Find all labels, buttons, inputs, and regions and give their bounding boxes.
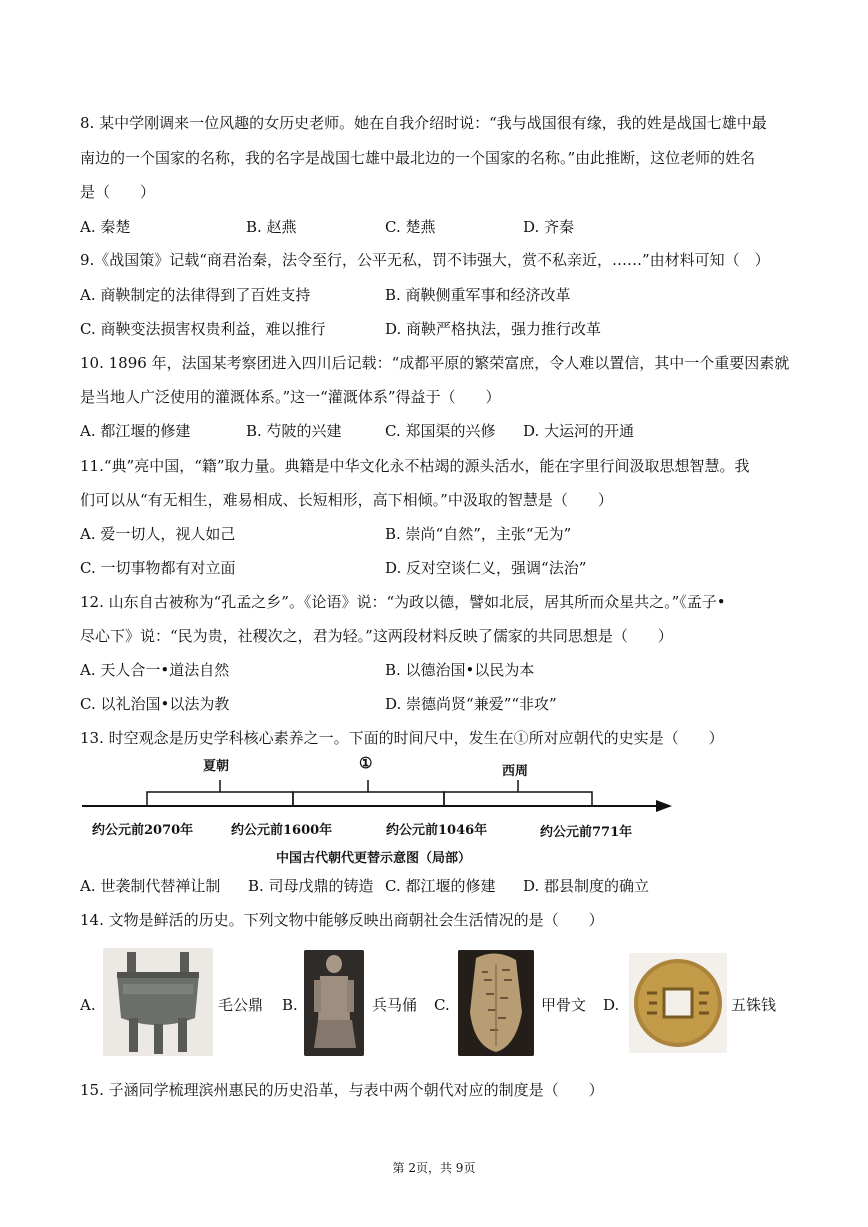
q13-option-b: B. 司母戊鼎的铸造 [248,877,374,895]
bronze-ding-image [103,948,213,1056]
timeline-date-1046: 约公元前1046年 [386,823,488,838]
q11-option-d: D. 反对空谈仁义，强调“法治” [385,559,587,577]
q10-option-c: C. 郑国渠的兴修 [385,422,496,440]
q9-stem: 9.《战国策》记载“商君治秦，法令至行，公平无私，罚不讳强大，赏不私亲近，……”由材料可知（ ） [80,251,770,269]
q12-option-a: A. 天人合一•道法自然 [80,661,230,679]
q8-stem-line-1: 8. 某中学刚调来一位风趣的女历史老师。她在自我介绍时说：“我与战国很有缘，我的姓是战国七雄中最 [80,114,767,132]
q14-option-c-name: 甲骨文 [541,996,587,1014]
timeline-date-1600: 约公元前1600年 [231,823,333,838]
q10-option-d: D. 大运河的开通 [523,422,635,440]
wuzhu-coin-image [629,953,727,1053]
timeline-label-xia: 夏朝 [203,759,230,774]
q8-stem-line-2: 南边的一个国家的名称，我的名字是战国七雄中最北边的一个国家的名称。”由此推断，这位老师的姓名 [80,149,756,167]
q14-option-b-letter: B. [282,996,298,1014]
q11-option-b: B. 崇尚“自然”，主张“无为” [385,525,572,543]
page-footer: 第 2页，共 9页 [392,1161,476,1175]
timeline-figure [0,750,868,870]
q8-option-a: A. 秦楚 [80,218,131,236]
oracle-bone-image [458,950,534,1056]
q13-option-a: A. 世袭制代替禅让制 [80,877,221,895]
q13-option-c: C. 都江堰的修建 [385,877,496,895]
q12-stem-line-2: 尽心下》说：“民为贵，社稷次之，君为轻。”这两段材料反映了儒家的共同思想是（ ） [80,627,673,645]
q11-option-c: C. 一切事物都有对立面 [80,559,236,577]
q12-stem-line-1: 12. 山东自古被称为“孔孟之乡”。《论语》说：“为政以德，譬如北辰，居其所而众星共之。”《孟子• [80,593,726,611]
q15-stem: 15. 子涵同学梳理滨州惠民的历史沿革，与表中两个朝代对应的制度是（ ） [80,1081,604,1099]
q14-option-a-name: 毛公鼎 [218,996,264,1014]
q10-option-b: B. 芍陂的兴建 [246,422,342,440]
q11-option-a: A. 爱一切人，视人如己 [80,525,236,543]
q11-stem-line-2: 们可以从“有无相生，难易相成、长短相形，高下相倾。”中汲取的智慧是（ ） [80,491,613,509]
q11-stem-line-1: 11.“典”亮中国，“籍”取力量。典籍是中华文化永不枯竭的源头活水，能在字里行间汲取思想智慧。我 [80,457,750,475]
q8-option-d: D. 齐秦 [523,218,575,236]
q8-stem-line-3: 是（ ） [80,183,156,201]
q13-stem: 13. 时空观念是历史学科核心素养之一。下面的时间尺中，发生在①所对应朝代的史实是（ ） [80,729,724,747]
q10-stem-line-1: 10. 1896 年，法国某考察团进入四川后记载：“成都平原的繁荣富庶，令人难以置信，其中一个重要因素就 [80,354,790,372]
q14-option-d-letter: D. [603,996,620,1014]
q12-option-c: C. 以礼治国•以法为教 [80,695,230,713]
q9-option-a: A. 商鞅制定的法律得到了百姓支持 [80,286,311,304]
q9-option-d: D. 商鞅严格执法，强力推行改革 [385,320,602,338]
q10-stem-line-2: 是当地人广泛使用的灌溉体系。”这一“灌溉体系”得益于（ ） [80,388,501,406]
q14-option-d-name: 五铢钱 [731,996,777,1014]
q8-option-c: C. 楚燕 [385,218,436,236]
q14-option-c-letter: C. [434,996,450,1014]
q9-option-c: C. 商鞅变法损害权贵利益，难以推行 [80,320,326,338]
q12-option-b: B. 以德治国•以民为本 [385,661,535,679]
q8-option-b: B. 赵燕 [246,218,297,236]
q14-option-b-name: 兵马俑 [372,996,418,1014]
q9-option-b: B. 商鞅侧重军事和经济改革 [385,286,571,304]
timeline-caption: 中国古代朝代更替示意图（局部） [276,851,472,866]
timeline-date-2070: 约公元前2070年 [92,823,194,838]
timeline-date-771: 约公元前771年 [540,825,633,840]
q12-option-d: D. 崇德尚贤“兼爱”“非攻” [385,695,557,713]
timeline-label-circle-1: ① [359,754,373,772]
q10-option-a: A. 都江堰的修建 [80,422,191,440]
q13-option-d: D. 郡县制度的确立 [523,877,650,895]
timeline-label-western-zhou: 西周 [502,764,529,779]
q14-stem: 14. 文物是鲜活的历史。下列文物中能够反映出商朝社会生活情况的是（ ） [80,911,604,929]
q14-option-a-letter: A. [80,996,96,1014]
terracotta-warrior-image [304,950,364,1056]
